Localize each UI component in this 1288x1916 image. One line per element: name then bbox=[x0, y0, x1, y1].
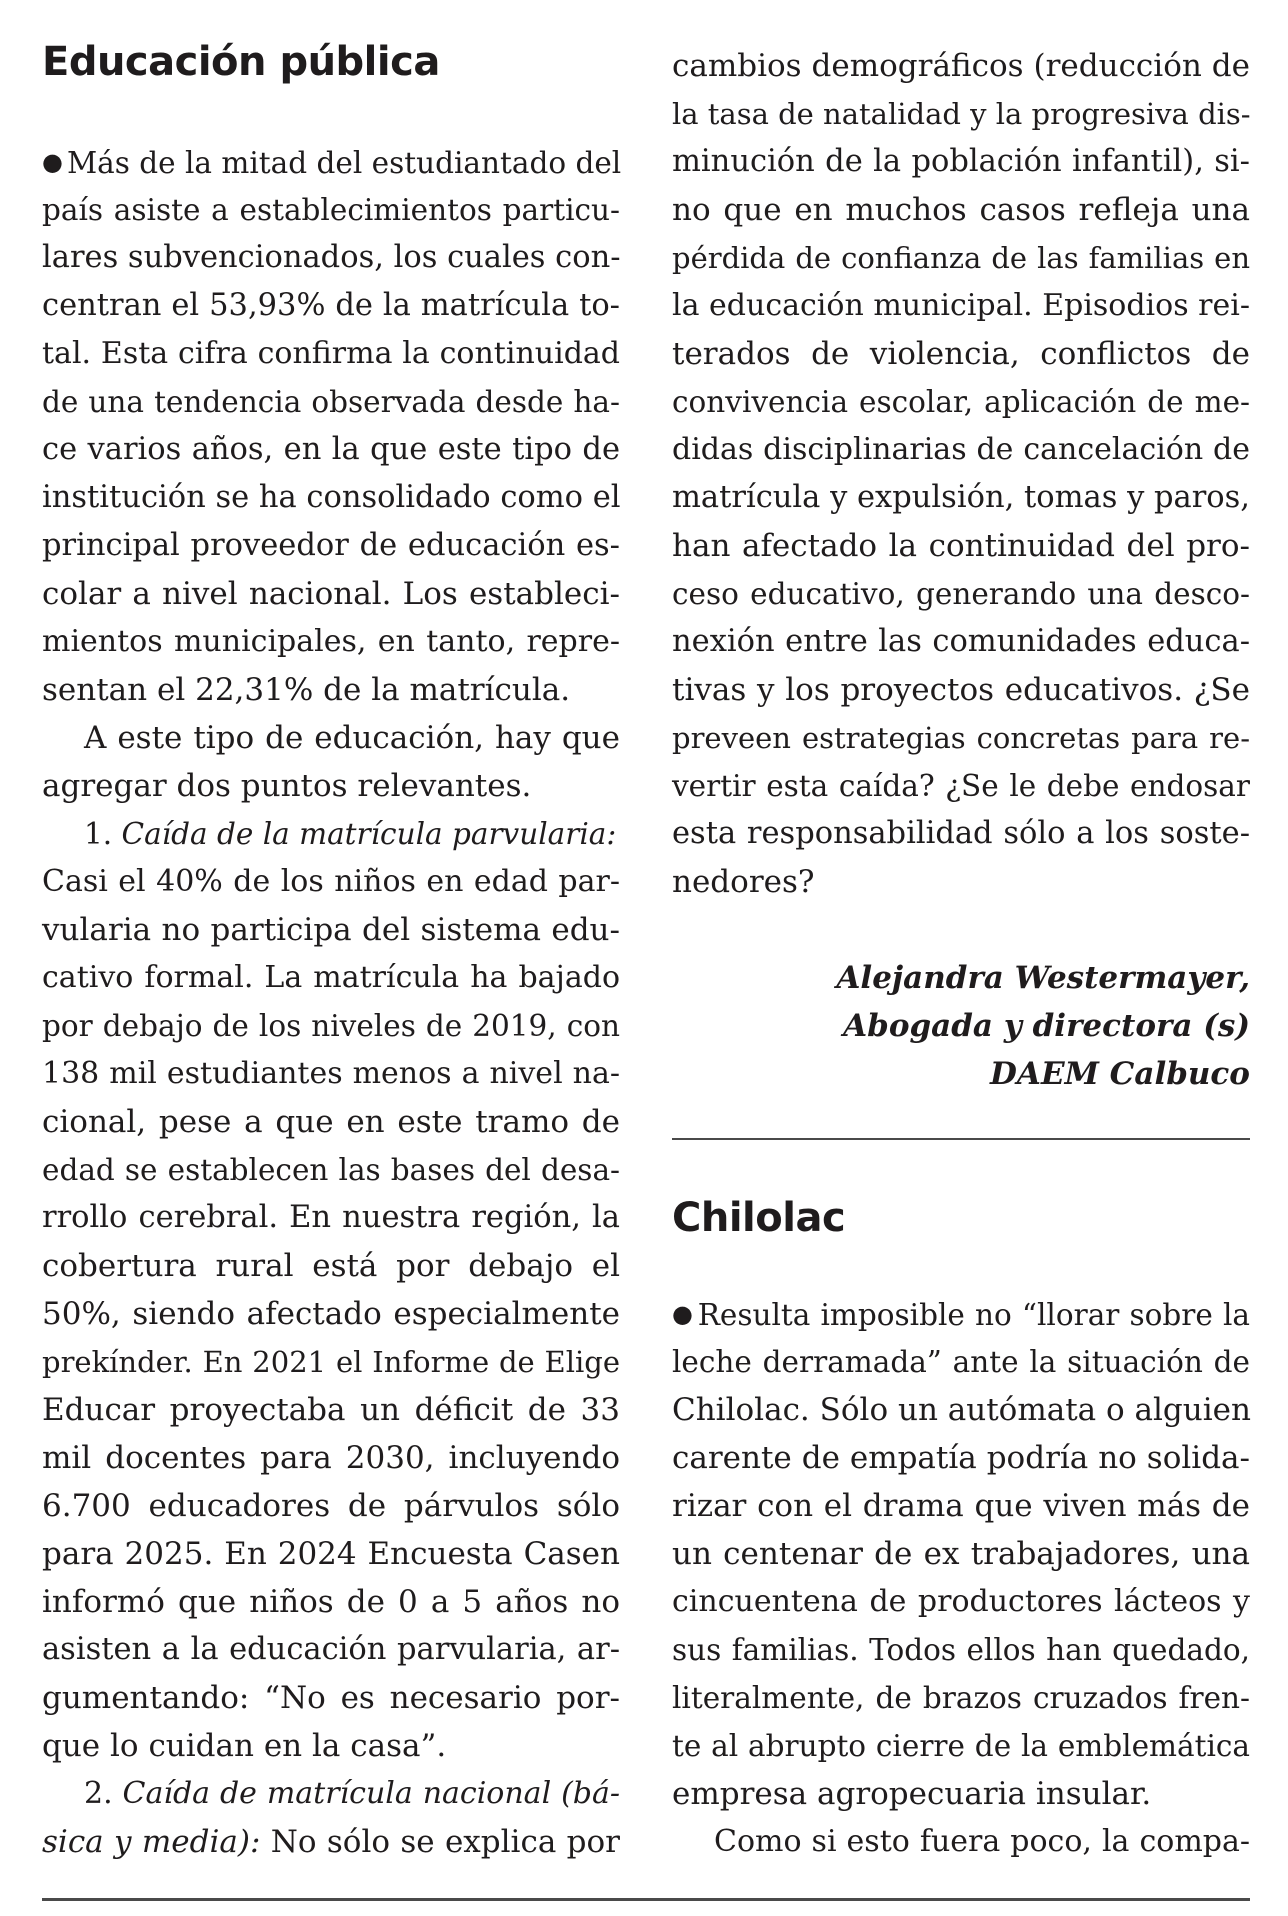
paragraph-line: un centenar de ex trabajadores, una bbox=[672, 1536, 1250, 1572]
paragraph-line: terados de violencia, conflictos de bbox=[672, 336, 1250, 372]
bullet-icon: ● bbox=[672, 1300, 694, 1328]
paragraph-line: mil docentes para 2030, incluyendo bbox=[42, 1440, 620, 1476]
paragraph-line: 138 mil estudiantes menos a nivel na- bbox=[42, 1056, 620, 1091]
paragraph-line: tal. Esta cifra confirma la continuidad bbox=[42, 336, 620, 371]
paragraph-line: convivencia escolar, aplicación de me- bbox=[672, 385, 1250, 419]
bottom-rule bbox=[42, 1898, 1250, 1901]
paragraph-line: leche derramada” ante la situación de bbox=[672, 1345, 1250, 1379]
list-item-heading: 2. Caída de matrícula nacional (bá- bbox=[84, 1776, 620, 1811]
paragraph-line: minución de la población infantil), si- bbox=[672, 144, 1250, 179]
paragraph-line: prekínder. En 2021 el Informe de Elige bbox=[42, 1345, 620, 1379]
author-name: Alejandra Westermayer, bbox=[836, 960, 1250, 996]
paragraph-line: literalmente, de brazos cruzados fren- bbox=[672, 1681, 1250, 1715]
paragraph-line: de una tendencia observada desde ha- bbox=[42, 385, 620, 419]
paragraph-line: te al abrupto cierre de la emblemática bbox=[672, 1729, 1250, 1763]
paragraph-line: ceso educativo, generando una desco- bbox=[672, 577, 1250, 611]
paragraph-line: rrollo cerebral. En nuestra región, la bbox=[42, 1200, 620, 1235]
paragraph-line: ● Más de la mitad del estudiantado del bbox=[42, 146, 622, 180]
paragraph-line: sentan el 22,31% de la matrícula. bbox=[42, 672, 571, 708]
section-divider bbox=[672, 1138, 1250, 1140]
paragraph-line: por debajo de los niveles de 2019, con bbox=[42, 1009, 620, 1043]
paragraph-line: sus familias. Todos ellos han quedado, bbox=[672, 1633, 1250, 1667]
paragraph-line: centran el 53,93% de la matrícula to- bbox=[42, 288, 620, 323]
paragraph-line: empresa agropecuaria insular. bbox=[672, 1776, 1152, 1812]
paragraph-line: esta responsabilidad sólo a los soste- bbox=[672, 816, 1250, 851]
paragraph-line: pérdida de confianza de las familias en bbox=[672, 241, 1250, 275]
paragraph-line: mientos municipales, en tanto, repre- bbox=[42, 624, 620, 659]
paragraph-line: Chilolac. Sólo un autómata o alguien bbox=[672, 1392, 1251, 1428]
paragraph-line: informó que niños de 0 a 5 años no bbox=[42, 1584, 620, 1620]
paragraph-line: para 2025. En 2024 Encuesta Casen bbox=[42, 1536, 620, 1572]
paragraph-line: cobertura rural está por debajo el bbox=[42, 1248, 620, 1284]
paragraph-line: matrícula y expulsión, tomas y paros, bbox=[672, 480, 1250, 515]
paragraph-line: cativo formal. La matrícula ha bajado bbox=[42, 960, 620, 995]
article-title-chilolac: Chilolac bbox=[672, 1195, 846, 1241]
paragraph-line: institución se ha consolidado como el bbox=[42, 480, 621, 515]
paragraph-line: asisten a la educación parvularia, ar- bbox=[42, 1632, 620, 1667]
bullet-icon: ● bbox=[42, 148, 63, 176]
paragraph-line: colar a nivel nacional. Los estableci- bbox=[42, 576, 620, 612]
paragraph-line: preveen estrategias concretas para re- bbox=[672, 721, 1250, 755]
paragraph-line: principal proveedor de educación es- bbox=[42, 528, 620, 563]
paragraph-line: han afectado la continuidad del pro- bbox=[672, 528, 1250, 564]
paragraph-line: cincuentena de productores lácteos y bbox=[672, 1584, 1250, 1619]
paragraph-line: Casi el 40% de los niños en edad par- bbox=[42, 864, 620, 899]
article-title-educacion: Educación pública bbox=[42, 39, 440, 85]
paragraph-line: didas disciplinarias de cancelación de bbox=[672, 432, 1250, 467]
paragraph-line: país asiste a establecimientos particu- bbox=[42, 193, 620, 227]
paragraph-line: la educación municipal. Episodios rei- bbox=[672, 288, 1250, 323]
paragraph-line: agregar dos puntos relevantes. bbox=[42, 768, 532, 804]
author-role: Abogada y directora (s) bbox=[843, 1008, 1250, 1044]
paragraph-line: la tasa de natalidad y la progresiva dis- bbox=[672, 97, 1251, 131]
paragraph-line: no que en muchos casos refleja una bbox=[672, 192, 1250, 228]
paragraph-line: gumentando: “No es necesario por- bbox=[42, 1680, 620, 1716]
paragraph-line: vularia no participa del sistema edu- bbox=[42, 912, 620, 948]
paragraph-line: sica y media): No sólo se explica por bbox=[42, 1824, 620, 1860]
author-organization: DAEM Calbuco bbox=[990, 1056, 1250, 1092]
paragraph-line: nedores? bbox=[672, 864, 815, 900]
paragraph-line: edad se establecen las bases del desa- bbox=[42, 1153, 620, 1187]
paragraph-line: ● Resulta imposible no “llorar sobre la bbox=[672, 1298, 1250, 1332]
paragraph-line: Educar proyectaba un déficit de 33 bbox=[42, 1392, 620, 1428]
paragraph-line: 50%, siendo afectado especialmente bbox=[42, 1296, 620, 1332]
paragraph-line: nexión entre las comunidades educa- bbox=[672, 624, 1250, 659]
paragraph-line: cambios demográficos (reducción de bbox=[672, 48, 1250, 84]
paragraph-line: ce varios años, en la que este tipo de bbox=[42, 432, 620, 467]
list-item-heading: 1. Caída de la matrícula parvularia: bbox=[84, 817, 617, 851]
paragraph-line: vertir esta caída? ¿Se le debe endosar bbox=[672, 769, 1250, 803]
paragraph-line: tivas y los proyectos educativos. ¿Se bbox=[672, 672, 1250, 708]
paragraph-line: carente de empatía podría no solida- bbox=[672, 1440, 1250, 1476]
paragraph-line: A este tipo de educación, hay que bbox=[84, 720, 620, 756]
paragraph-line: 6.700 educadores de párvulos sólo bbox=[42, 1488, 620, 1524]
paragraph-line: que lo cuidan en la casa”. bbox=[42, 1728, 447, 1764]
paragraph-line: Como si esto fuera poco, la compa- bbox=[714, 1824, 1250, 1859]
paragraph-line: cional, pese a que en este tramo de bbox=[42, 1104, 620, 1140]
paragraph-line: lares subvencionados, los cuales con- bbox=[42, 240, 621, 275]
paragraph-line: rizar con el drama que viven más de bbox=[672, 1488, 1250, 1524]
